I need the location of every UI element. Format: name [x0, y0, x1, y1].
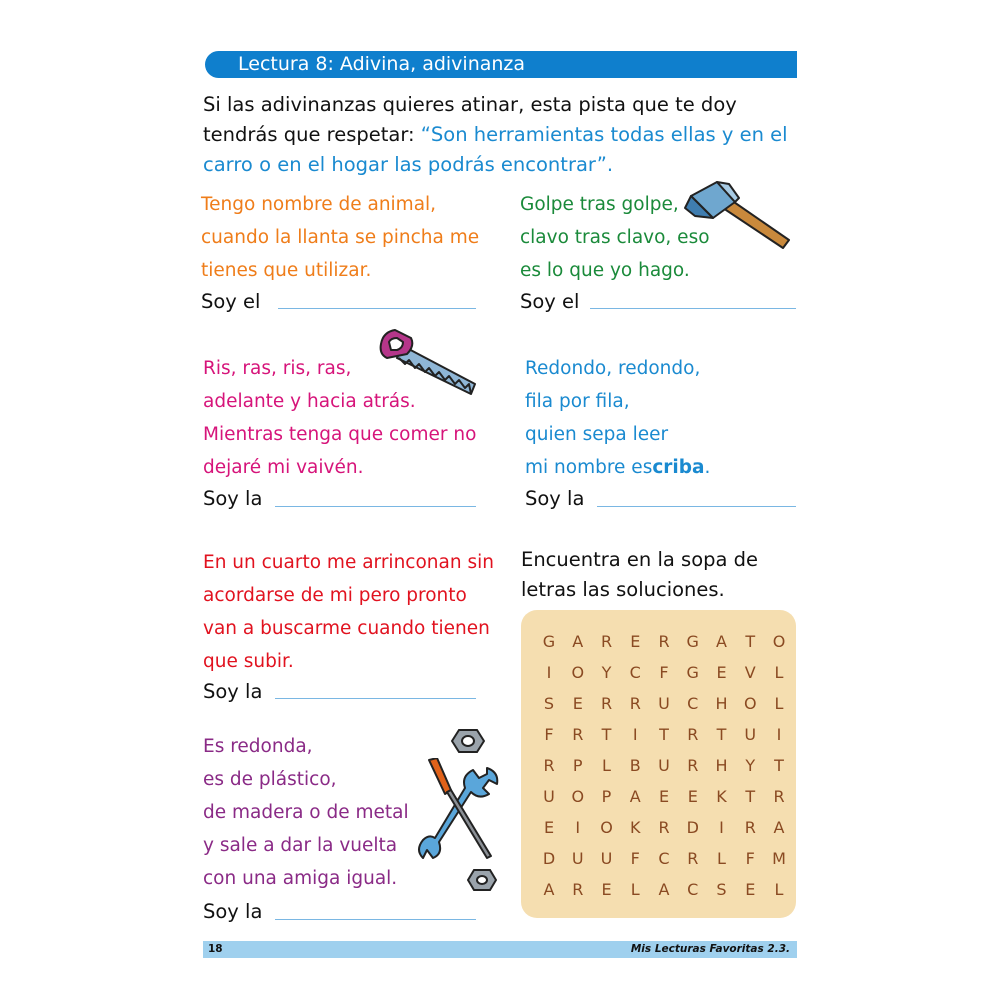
word-search-letter[interactable]: I [575, 818, 581, 837]
riddle-answer-hint: criba [652, 457, 705, 478]
riddle-line: van a buscarme cuando tienen [203, 618, 490, 639]
word-search-letter[interactable]: O [743, 694, 757, 713]
word-search-letter[interactable]: R [687, 756, 699, 775]
word-search-letter[interactable]: P [601, 787, 612, 806]
word-search-letter[interactable]: O [571, 787, 585, 806]
word-search-row [539, 812, 789, 843]
riddle-line: Redondo, redondo, [525, 358, 701, 379]
word-search-grid [539, 626, 789, 905]
riddle-line: que subir. [203, 651, 294, 672]
riddle-line: cuando la llanta se pincha me [201, 227, 480, 248]
nut-icon [451, 728, 485, 754]
word-search-letter[interactable]: R [572, 880, 584, 899]
riddle-line: Tengo nombre de animal, [201, 194, 437, 215]
word-search-row [539, 626, 789, 657]
word-search-letter[interactable]: U [658, 694, 670, 713]
word-search-letter[interactable]: T [601, 725, 612, 744]
book-title: Mis Lecturas Favoritas 2.3. [630, 943, 790, 955]
word-search-letter[interactable]: E [601, 880, 612, 899]
word-search-letter[interactable]: I [776, 725, 782, 744]
answer-label: Soy el [520, 290, 580, 313]
riddle-line: acordarse de mi pero pronto [203, 585, 467, 606]
riddle-line: fila por fila, [525, 391, 630, 412]
riddle-5 [203, 546, 494, 678]
word-search-letter[interactable]: L [774, 694, 784, 713]
word-search-letter[interactable]: E [716, 663, 727, 682]
word-search-letter[interactable]: R [658, 818, 670, 837]
riddle-4 [525, 352, 710, 484]
screwdriver-wrench-icon [417, 758, 503, 864]
word-search-letter[interactable]: E [572, 694, 583, 713]
word-search-letter[interactable]: M [772, 849, 786, 868]
word-search-letter[interactable]: S [716, 880, 727, 899]
word-search-letter[interactable]: R [600, 694, 613, 713]
word-search-letter[interactable]: L [774, 663, 784, 682]
word-search-letter[interactable]: G [686, 663, 699, 682]
word-search-letter[interactable]: R [658, 632, 670, 651]
riddle-line: quien sepa leer [525, 424, 669, 445]
riddle-line-end: . [704, 457, 711, 478]
riddle-line: con una amiga igual. [203, 868, 398, 889]
word-search-row [539, 874, 789, 905]
word-search-letter[interactable]: E [687, 787, 698, 806]
word-search-row [539, 688, 789, 719]
answer-label: Soy la [203, 487, 263, 510]
word-search-letter[interactable]: E [630, 632, 641, 651]
word-search-letter[interactable]: C [629, 663, 641, 682]
word-search-letter[interactable]: A [658, 880, 670, 899]
word-search-letter[interactable]: E [745, 880, 756, 899]
word-search-letter[interactable]: L [630, 880, 640, 899]
word-search-letter[interactable]: T [745, 787, 756, 806]
word-search-letter[interactable]: L [774, 880, 784, 899]
riddle-1 [201, 188, 479, 287]
word-search-row [539, 719, 789, 750]
word-search-letter[interactable]: U [600, 849, 613, 868]
word-search-letter[interactable]: O [772, 632, 786, 651]
answer-label: Soy el [201, 290, 261, 313]
word-search-row [539, 843, 789, 874]
word-search-letter[interactable]: R [572, 725, 584, 744]
riddle-line: clavo tras clavo, eso [520, 227, 710, 248]
answer-line-4[interactable] [597, 506, 796, 507]
word-search-letter[interactable]: A [773, 818, 785, 837]
answer-line-1[interactable] [278, 308, 476, 309]
word-search-letter[interactable]: Y [601, 663, 612, 682]
word-search-letter[interactable]: E [543, 818, 555, 837]
word-search-letter[interactable]: C [687, 694, 699, 713]
riddle-line: Es redonda, [203, 736, 313, 757]
riddle-line: adelante y hacia atrás. [203, 391, 416, 412]
word-search-letter[interactable]: F [659, 663, 669, 682]
word-search-letter[interactable]: A [572, 632, 584, 651]
word-search-letter[interactable]: R [773, 787, 785, 806]
word-search-letter[interactable]: R [600, 632, 613, 651]
word-search-letter[interactable]: U [571, 849, 584, 868]
word-search-letter[interactable]: H [715, 756, 728, 775]
word-search-letter[interactable]: F [630, 849, 640, 868]
word-search-letter[interactable]: H [715, 694, 728, 713]
word-search-letter[interactable]: P [572, 756, 583, 775]
word-search-letter[interactable]: R [744, 818, 756, 837]
saw-icon [377, 328, 477, 398]
riddle-line: tienes que utilizar. [201, 260, 372, 281]
word-search-row [539, 750, 789, 781]
word-search-letter[interactable]: L [717, 849, 726, 868]
riddle-line: de madera o de metal [203, 802, 409, 823]
word-search-letter[interactable]: R [543, 756, 555, 775]
word-search-letter[interactable]: O [571, 663, 585, 682]
word-search-letter[interactable]: A [716, 632, 727, 651]
word-search-letter[interactable]: B [629, 756, 641, 775]
word-search-letter[interactable]: T [716, 725, 727, 744]
word-search-letter[interactable]: T [774, 756, 784, 775]
word-search-letter[interactable]: D [542, 849, 556, 868]
word-search-letter[interactable]: U [658, 756, 670, 775]
answer-label: Soy la [203, 680, 263, 703]
word-search-letter[interactable]: L [602, 756, 611, 775]
answer-line-6[interactable] [275, 919, 476, 920]
answer-line-3[interactable] [275, 506, 476, 507]
riddle-2 [520, 188, 710, 287]
word-search-box [521, 610, 796, 918]
word-search-letter[interactable]: G [542, 632, 556, 651]
riddle-line: Golpe tras golpe, [520, 194, 679, 215]
word-search-letter[interactable]: Y [745, 756, 756, 775]
riddle-line: es de plástico, [203, 769, 337, 790]
answer-label: Soy la [525, 487, 585, 510]
riddle-line-start: mi nombre es [525, 457, 653, 478]
riddle-line: Mientras tenga que comer no [203, 424, 477, 445]
word-search-letter[interactable]: S [543, 694, 555, 713]
hammer-icon [683, 178, 795, 250]
word-search-letter[interactable]: U [543, 787, 555, 806]
word-search-letter[interactable]: A [629, 787, 641, 806]
word-search-letter[interactable]: R [687, 725, 699, 744]
answer-label: Soy la [203, 900, 263, 923]
intro-paragraph [203, 90, 803, 180]
word-search-instruction: Encuentra en la sopa de letras las soluciones. [521, 548, 759, 601]
word-search-letter[interactable]: I [546, 663, 552, 682]
word-search-letter[interactable]: C [687, 880, 699, 899]
answer-line-2[interactable] [590, 308, 796, 309]
word-search-letter[interactable]: G [686, 632, 699, 651]
word-search-letter[interactable]: I [719, 818, 724, 837]
word-search-letter[interactable]: F [544, 725, 554, 744]
riddle-line: Ris, ras, ris, ras, [203, 358, 352, 379]
riddle-line: dejaré mi vaivén. [203, 457, 364, 478]
word-search-letter[interactable]: U [744, 725, 757, 744]
riddle-line-last [525, 451, 710, 484]
word-search-letter[interactable]: V [744, 663, 756, 682]
page-title: Lectura 8: Adivina, adivinanza [238, 53, 526, 75]
riddle-line: En un cuarto me arrinconan sin [203, 552, 494, 573]
word-search-letter[interactable]: T [745, 632, 756, 651]
intro-text: Si las adivinanzas quieres atinar, esta pista que te doy tendrás que respetar: [203, 93, 737, 146]
word-search-letter[interactable]: A [543, 880, 555, 899]
word-search-letter[interactable]: R [629, 694, 641, 713]
riddle-line: es lo que yo hago. [520, 260, 690, 281]
page-number: 18 [208, 943, 223, 955]
word-search-letter[interactable]: O [600, 818, 613, 837]
word-search-letter[interactable]: K [630, 818, 641, 837]
word-search-letter[interactable]: D [686, 818, 699, 837]
word-search-letter[interactable]: C [658, 849, 670, 868]
word-search-letter[interactable]: K [716, 787, 727, 806]
nut-icon [467, 868, 497, 892]
word-search-row [539, 781, 789, 812]
intro-quote: “Son herramientas todas ellas y en el carro o en el hogar las podrás encontrar”. [203, 123, 788, 176]
riddle-6 [203, 730, 409, 895]
word-search-letter[interactable]: T [659, 725, 669, 744]
word-search-letter[interactable]: I [632, 725, 638, 744]
riddle-line: y sale a dar la vuelta [203, 835, 398, 856]
word-search-row [539, 657, 789, 688]
word-search-letter[interactable]: E [658, 787, 670, 806]
word-search-letter[interactable]: R [687, 849, 699, 868]
answer-line-5[interactable] [275, 698, 476, 699]
word-search-letter[interactable]: F [745, 849, 755, 868]
